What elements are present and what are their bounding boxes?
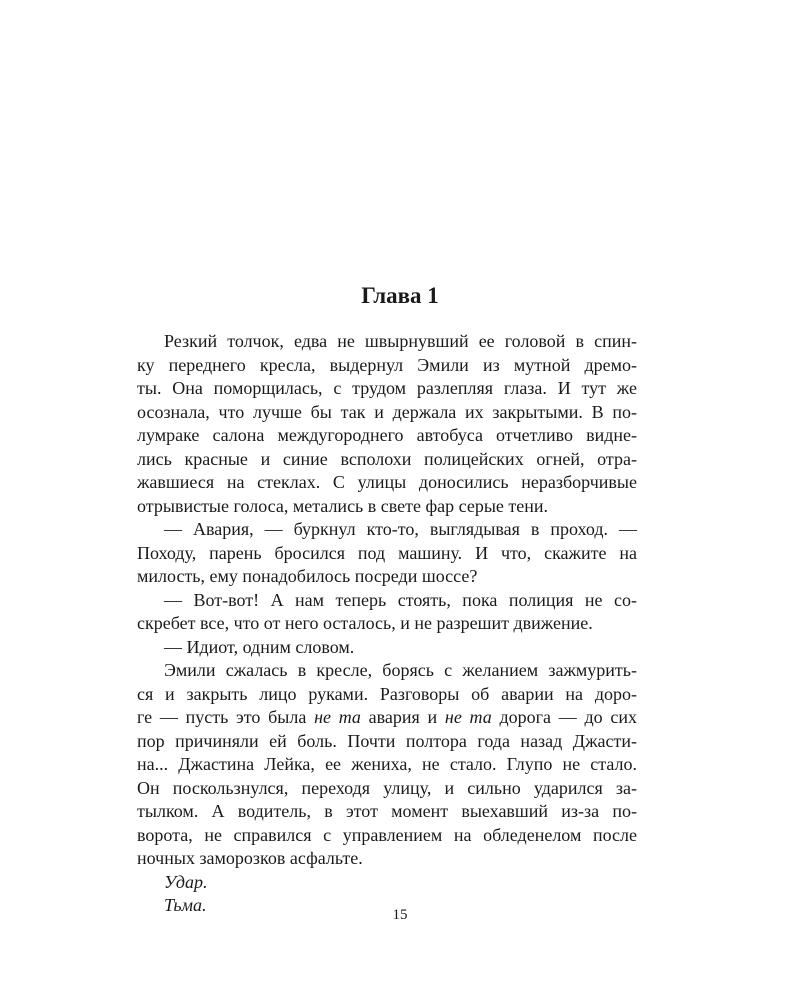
paragraph (137, 518, 637, 589)
chapter-body (137, 330, 637, 918)
text-line: — Вот-вот! А нам теперь стоять, пока полиция не со- (164, 589, 637, 610)
text-line: осознала, что лучше бы так и держала их закрытыми. В по- (137, 401, 637, 422)
text-line: — Авария, — буркнул кто-то, выглядывая в проход. — (164, 519, 637, 539)
text-line: милость, ему понадобилось посреди шоссе? (137, 566, 478, 586)
text-line: ночных заморозков асфальте. (137, 848, 363, 868)
text-run: ге — пусть это была (137, 707, 315, 727)
emphasis-run: не та (314, 707, 361, 727)
text-line: Эмили сжалась в кресле, борясь с желанием зажмурить- (164, 660, 637, 680)
text-line: пор причиняли ей боль. Почти полтора года назад Джасти- (137, 730, 637, 751)
text-line: жавшиеся на стеклах. С улицы доносились неразборчивые (137, 472, 637, 492)
emphasis-run: не та (444, 707, 492, 727)
text-line-with-emphasis (137, 706, 637, 730)
page-number: 15 (392, 907, 408, 923)
text-line: лись красные и синие всполохи полицейских огней, отра- (137, 448, 637, 469)
text-line: — Идиот, одним словом. (164, 636, 355, 657)
paragraph (137, 659, 637, 871)
text-line: ку переднего кресла, выдернул Эмили из мутной дремо- (137, 354, 637, 375)
text-line: Резкий толчок, едва не швырнувший ее головой в спин- (164, 331, 637, 351)
text-run: дорога — до сих (491, 707, 638, 727)
chapter-title: Глава 1 (361, 283, 439, 308)
text-line: отрывистые голоса, метались в свете фар серые тени. (137, 495, 549, 516)
text-line: ты. Она поморщилась, с трудом разлепляя глаза. И тут же (137, 378, 637, 398)
text-line: ворота, не справился с управлением на обледенелом после (137, 824, 637, 845)
text-line: тылком. А водитель, в этот момент выехавший из-за по- (137, 801, 637, 821)
text-line: Он поскользнулся, переходя улицу, и сильно ударился за- (137, 777, 637, 798)
paragraph (137, 871, 637, 895)
italic-line: Удар. (164, 871, 208, 892)
text-run: авария и (360, 707, 445, 727)
italic-line: Тьма. (164, 895, 207, 915)
paragraph (137, 636, 637, 660)
text-line: Походу, парень бросился под машину. И что, скажите на (137, 542, 637, 563)
text-line: на... Джастина Лейка, ее жениха, не стало. Глупо не стало. (137, 754, 637, 774)
text-line: ся и закрыть лицо руками. Разговоры об аварии на доро- (137, 683, 637, 704)
paragraph (137, 330, 637, 518)
text-line: скребет все, что от него осталось, и не разрешит движение. (137, 613, 593, 633)
text-line: лумраке салона междугороднего автобуса отчетливо видне- (137, 425, 637, 445)
paragraph (137, 589, 637, 636)
